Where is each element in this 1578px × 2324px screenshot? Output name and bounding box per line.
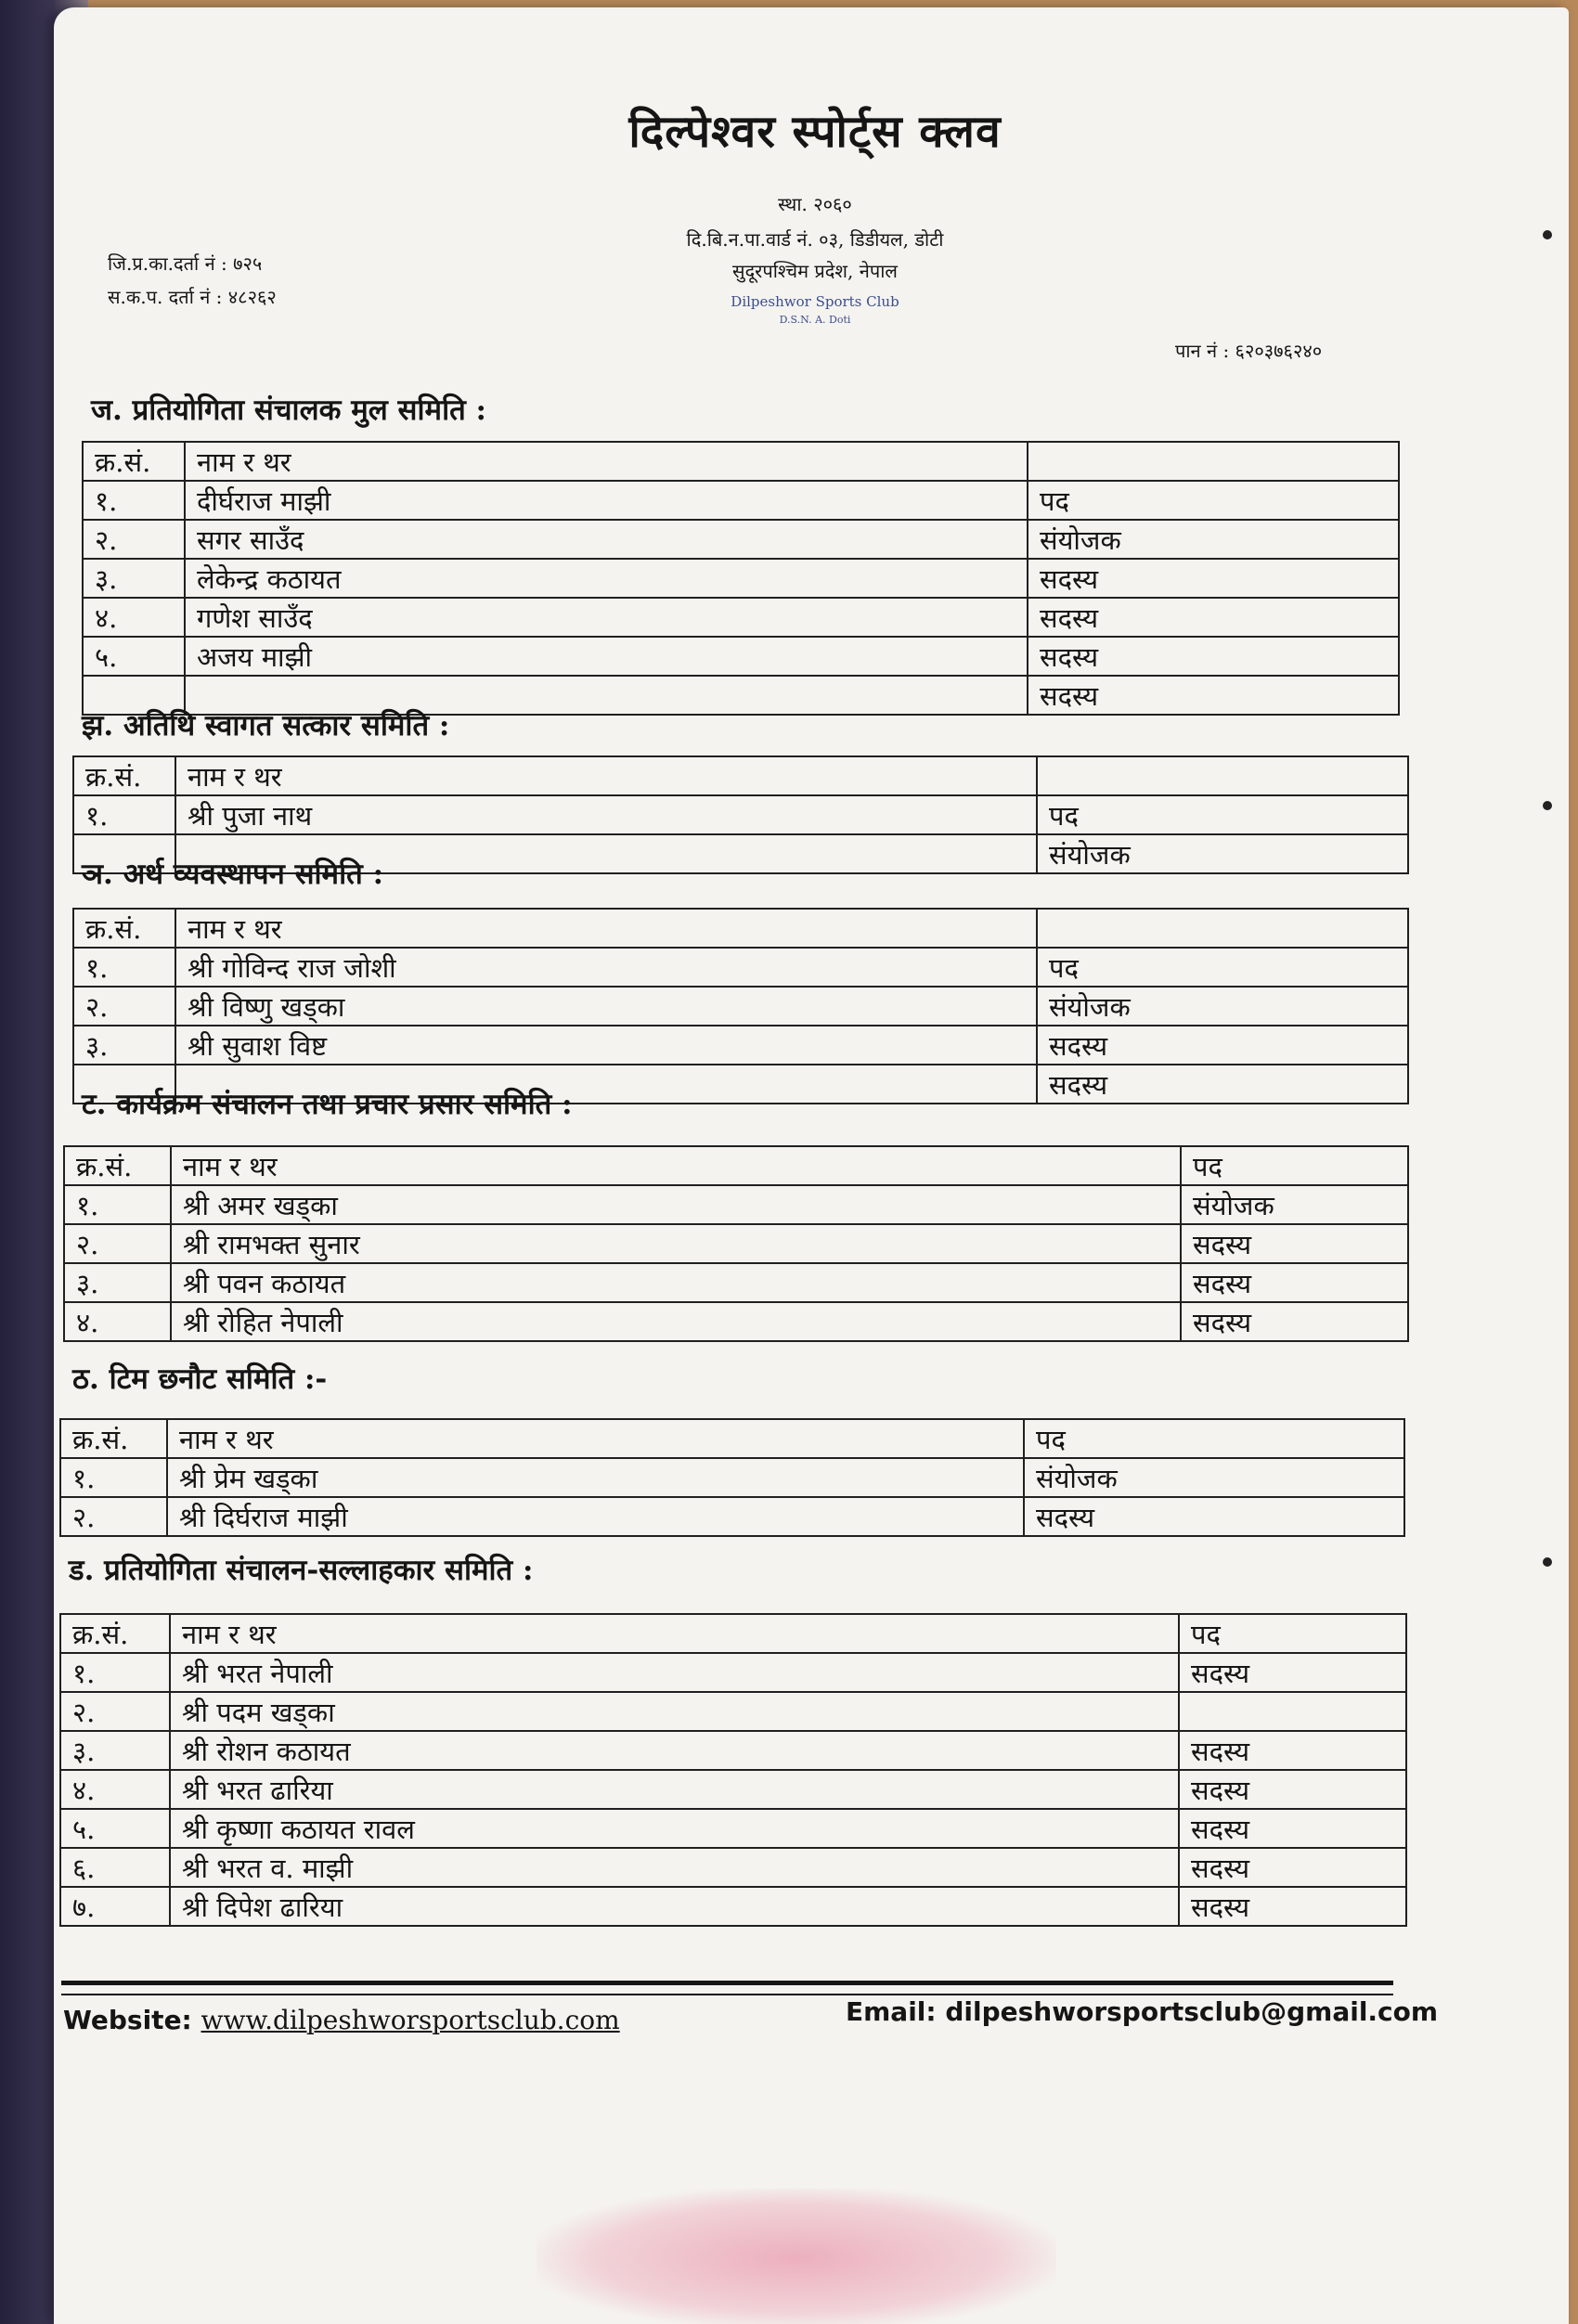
table-row — [64, 1263, 1408, 1302]
row-name: श्री भरत नेपाली — [170, 1653, 1179, 1692]
row-name: श्री पदम खड्का — [170, 1692, 1179, 1731]
table-header-row — [60, 1614, 1406, 1653]
table-header-row — [83, 442, 1399, 481]
row-name: श्री पुजा नाथ — [175, 795, 1037, 834]
pan-number: पान नं : ६२०३७६२४० — [1175, 340, 1323, 362]
table-row — [73, 1026, 1408, 1065]
row-post: सदस्य — [1179, 1848, 1406, 1887]
row-post: संयोजक — [1028, 520, 1399, 559]
table-row — [73, 987, 1408, 1026]
row-post: पद — [1037, 795, 1408, 834]
address-line-2: सुदूरपश्चिम प्रदेश, नेपाल — [732, 260, 898, 282]
row-sn: ५. — [83, 637, 185, 676]
row-name: श्री भरत ढारिया — [170, 1770, 1179, 1809]
row-name: श्री रोशन कठायत — [170, 1731, 1179, 1770]
row-post: सदस्य — [1179, 1809, 1406, 1848]
col-header-post — [1037, 756, 1408, 795]
table-row — [83, 520, 1399, 559]
row-sn: १. — [60, 1653, 170, 1692]
row-name: अजय माझी — [185, 637, 1028, 676]
row-sn: २. — [60, 1692, 170, 1731]
table-row — [60, 1653, 1406, 1692]
col-header-post: पद — [1024, 1419, 1404, 1458]
row-name: श्री पवन कठायत — [171, 1263, 1181, 1302]
section-heading: ट. कार्यक्रम संचालन तथा प्रचार प्रसार समिति : — [82, 1088, 573, 1121]
table-row — [60, 1887, 1406, 1926]
col-header-name: नाम र थर — [175, 756, 1037, 795]
address-line-1: दि.बि.न.पा.वार्ड नं. ०३, डिडीयल, डोटी — [686, 228, 944, 251]
row-post: सदस्य — [1179, 1887, 1406, 1926]
row-post: सदस्य — [1179, 1731, 1406, 1770]
row-post: सदस्य — [1181, 1302, 1408, 1341]
col-header-name: नाम र थर — [175, 909, 1037, 948]
row-sn: ३. — [73, 1026, 175, 1065]
row-post: संयोजक — [1037, 987, 1408, 1026]
table-row — [83, 481, 1399, 520]
col-header-post: पद — [1181, 1146, 1408, 1185]
row-name: सगर साउँद — [185, 520, 1028, 559]
col-header-name: नाम र थर — [185, 442, 1028, 481]
stamp-smudge — [537, 2188, 1056, 2324]
table-row — [60, 1770, 1406, 1809]
table-row — [83, 637, 1399, 676]
row-post: संयोजक — [1024, 1458, 1404, 1497]
table-row — [60, 1497, 1404, 1536]
punch-hole-icon — [1543, 230, 1552, 239]
section-heading: ठ. टिम छनौट समिति :- — [72, 1362, 328, 1396]
table-header-row — [73, 756, 1408, 795]
website-link[interactable]: www.dilpeshworsportsclub.com — [200, 2005, 620, 2035]
row-sn: २. — [64, 1224, 171, 1263]
row-post: सदस्य — [1028, 637, 1399, 676]
club-logo-text: Dilpeshwor Sports Club — [731, 293, 899, 310]
club-name: दिल्पेश्वर स्पोर्ट्स क्लव — [628, 106, 1002, 158]
row-post: सदस्य — [1181, 1224, 1408, 1263]
committee-table — [63, 1145, 1409, 1342]
row-name: लेकेन्द्र कठायत — [185, 559, 1028, 598]
row-sn: ४. — [60, 1770, 170, 1809]
row-name: श्री दिर्घराज माझी — [167, 1497, 1024, 1536]
row-post: सदस्य — [1028, 676, 1399, 715]
row-post: संयोजक — [1181, 1185, 1408, 1224]
row-post: पद — [1028, 481, 1399, 520]
table-row — [60, 1458, 1404, 1497]
col-header-name: नाम र थर — [171, 1146, 1181, 1185]
row-name: गणेश साउँद — [185, 598, 1028, 637]
document-page — [54, 7, 1569, 2324]
committee-table — [82, 441, 1400, 716]
col-header-sn: क्र.सं. — [73, 909, 175, 948]
row-name: श्री रोहित नेपाली — [171, 1302, 1181, 1341]
col-header-sn: क्र.सं. — [60, 1614, 170, 1653]
table-header-row — [73, 909, 1408, 948]
row-sn: १. — [73, 948, 175, 987]
table-row — [64, 1302, 1408, 1341]
row-name: श्री कृष्णा कठायत रावल — [170, 1809, 1179, 1848]
row-name: श्री प्रेम खड्का — [167, 1458, 1024, 1497]
row-post: सदस्य — [1179, 1770, 1406, 1809]
table-row — [73, 948, 1408, 987]
row-name: श्री रामभक्त सुनार — [171, 1224, 1181, 1263]
row-post: पद — [1037, 948, 1408, 987]
footer-rule — [61, 1981, 1393, 1995]
row-post: सदस्य — [1024, 1497, 1404, 1536]
row-name: श्री विष्णु खड्का — [175, 987, 1037, 1026]
row-post: सदस्य — [1181, 1263, 1408, 1302]
table-row — [83, 559, 1399, 598]
email-address[interactable]: dilpeshworsportsclub@gmail.com — [945, 1996, 1439, 2027]
col-header-sn: क्र.सं. — [60, 1419, 167, 1458]
col-header-sn: क्र.सं. — [64, 1146, 171, 1185]
section-heading: झ. अतिथि स्वागत सत्कार समिति : — [82, 709, 450, 742]
row-sn: २. — [60, 1497, 167, 1536]
table-row — [60, 1848, 1406, 1887]
table-row — [60, 1731, 1406, 1770]
table-row — [60, 1692, 1406, 1731]
row-post: सदस्य — [1028, 559, 1399, 598]
table-row — [64, 1185, 1408, 1224]
table-row — [73, 795, 1408, 834]
section-heading: ड. प्रतियोगिता संचालन-सल्लाहकार समिति : — [69, 1554, 534, 1587]
col-header-post — [1037, 909, 1408, 948]
row-sn: २. — [83, 520, 185, 559]
punch-hole-icon — [1543, 801, 1552, 810]
col-header-name: नाम र थर — [170, 1614, 1179, 1653]
row-name: श्री सुवाश विष्ट — [175, 1026, 1037, 1065]
email-line — [846, 1996, 1438, 2027]
row-name: श्री गोविन्द राज जोशी — [175, 948, 1037, 987]
row-name: श्री भरत व. माझी — [170, 1848, 1179, 1887]
row-sn: १. — [83, 481, 185, 520]
col-header-post: पद — [1179, 1614, 1406, 1653]
row-post — [1179, 1692, 1406, 1731]
council-registration: स.क.प. दर्ता नं : ४८२६२ — [108, 286, 277, 308]
table-header-row — [64, 1146, 1408, 1185]
row-post: संयोजक — [1037, 834, 1408, 873]
row-sn: ३. — [60, 1731, 170, 1770]
website-label: Website: — [63, 2005, 192, 2035]
row-sn: ५. — [60, 1809, 170, 1848]
club-logo-subtext: D.S.N. A. Doti — [779, 314, 851, 326]
col-header-sn: क्र.सं. — [73, 756, 175, 795]
row-sn: ६. — [60, 1848, 170, 1887]
col-header-post — [1028, 442, 1399, 481]
section-heading: ञ. अर्थ व्यवस्थापन समिति : — [82, 858, 384, 891]
row-sn: १. — [60, 1458, 167, 1497]
committee-table — [72, 908, 1409, 1104]
row-name: श्री दिपेश ढारिया — [170, 1887, 1179, 1926]
row-post: सदस्य — [1037, 1065, 1408, 1104]
table-row — [64, 1224, 1408, 1263]
row-post: सदस्य — [1179, 1653, 1406, 1692]
punch-hole-icon — [1543, 1557, 1552, 1567]
row-sn: २. — [73, 987, 175, 1026]
committee-table — [59, 1613, 1407, 1927]
table-row — [60, 1809, 1406, 1848]
row-name: दीर्घराज माझी — [185, 481, 1028, 520]
row-sn: ३. — [64, 1263, 171, 1302]
row-sn: ४. — [64, 1302, 171, 1341]
row-post: सदस्य — [1028, 598, 1399, 637]
row-sn: ४. — [83, 598, 185, 637]
table-header-row — [60, 1419, 1404, 1458]
row-sn: १. — [73, 795, 175, 834]
email-label: Email: — [846, 1996, 937, 2027]
row-name: श्री अमर खड्का — [171, 1185, 1181, 1224]
section-heading: ज. प्रतियोगिता संचालक मुल समिति : — [91, 394, 487, 427]
row-sn: ७. — [60, 1887, 170, 1926]
row-sn: ३. — [83, 559, 185, 598]
committee-table — [59, 1418, 1405, 1537]
col-header-sn: क्र.सं. — [83, 442, 185, 481]
website-line — [63, 2005, 620, 2035]
table-row — [83, 598, 1399, 637]
row-post: सदस्य — [1037, 1026, 1408, 1065]
row-sn: १. — [64, 1185, 171, 1224]
col-header-name: नाम र थर — [167, 1419, 1024, 1458]
established-line: स्था. २०६० — [778, 193, 852, 215]
district-registration: जि.प्र.का.दर्ता नं : ७२५ — [108, 252, 263, 275]
